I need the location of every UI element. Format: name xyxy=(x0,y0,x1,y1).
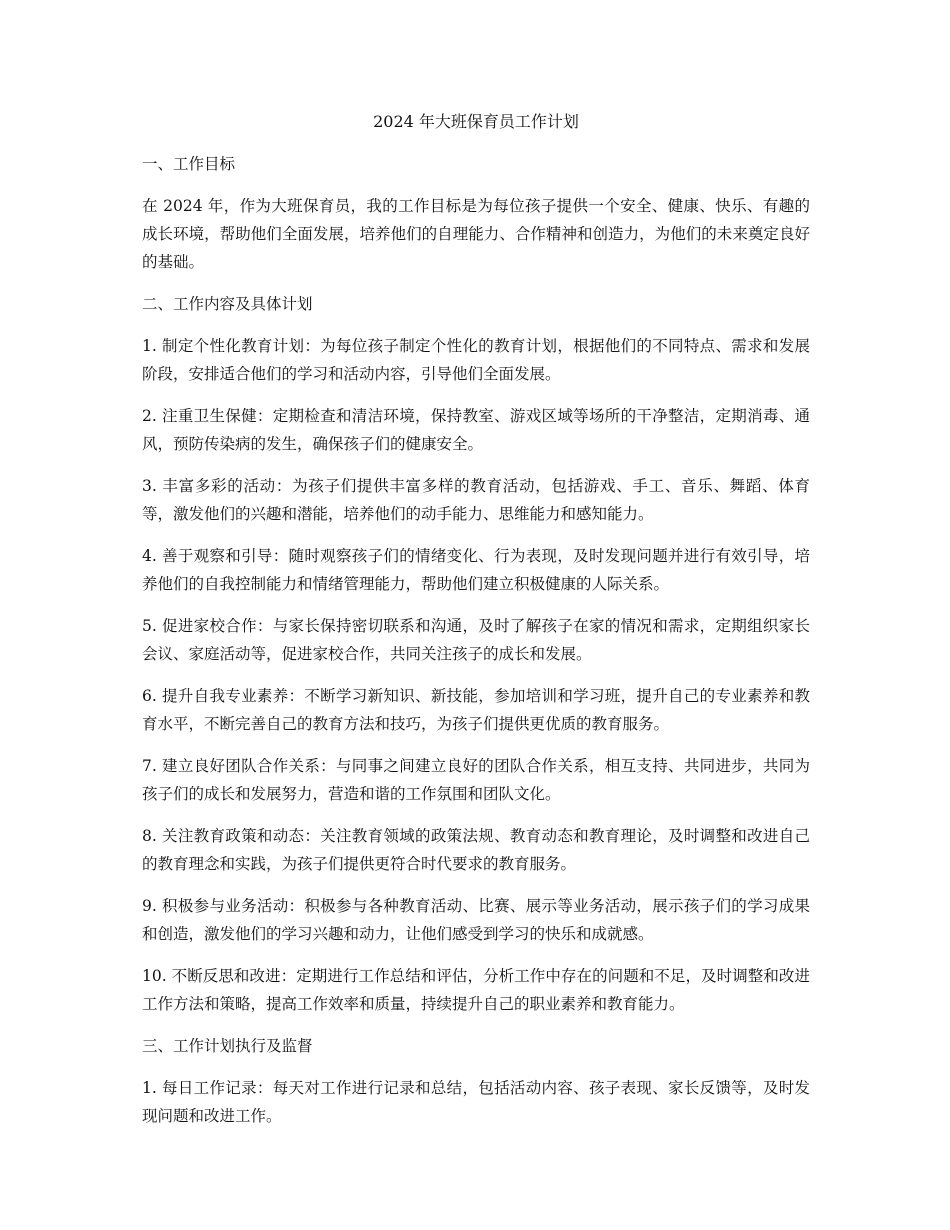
plan-item-2: 2. 注重卫生保健：定期检查和清洁环境，保持教室、游戏区域等场所的干净整洁，定期消毒、通风，预防传染病的发生，确保孩子们的健康安全。 xyxy=(142,407,810,453)
plan-item-9: 9. 积极参与业务活动：积极参与各种教育活动、比赛、展示等业务活动，展示孩子们的学习成果和创造，激发他们的学习兴趣和动力，让他们感受到学习的快乐和成就感。 xyxy=(142,897,810,943)
section-heading-content-plan: 二、工作内容及具体计划 xyxy=(142,295,313,313)
document-body xyxy=(142,108,810,1144)
plan-item-8: 8. 关注教育政策和动态：关注教育领域的政策法规、教育动态和教育理论，及时调整和改进自己的教育理念和实践，为孩子们提供更符合时代要求的教育服务。 xyxy=(142,827,810,873)
document-title: 2024 年大班保育员工作计划 xyxy=(373,112,579,131)
plan-item-3: 3. 丰富多彩的活动：为孩子们提供丰富多样的教育活动，包括游戏、手工、音乐、舞蹈、体育等，激发他们的兴趣和潜能，培养他们的动手能力、思维能力和感知能力。 xyxy=(142,477,810,523)
goals-paragraph: 在 2024 年，作为大班保育员，我的工作目标是为每位孩子提供一个安全、健康、快乐、有趣的成长环境，帮助他们全面发展，培养他们的自理能力、合作精神和创造力，为他们的未来奠定良好的基础。 xyxy=(142,197,810,271)
plan-item-1: 1. 制定个性化教育计划：为每位孩子制定个性化的教育计划，根据他们的不同特点、需求和发展阶段，安排适合他们的学习和活动内容，引导他们全面发展。 xyxy=(142,337,810,383)
section-heading-execution: 三、工作计划执行及监督 xyxy=(142,1037,313,1055)
plan-item-10: 10. 不断反思和改进：定期进行工作总结和评估，分析工作中存在的问题和不足，及时调整和改进工作方法和策略，提高工作效率和质量，持续提升自己的职业素养和教育能力。 xyxy=(142,967,810,1013)
plan-item-5: 5. 促进家校合作：与家长保持密切联系和沟通，及时了解孩子在家的情况和需求，定期组织家长会议、家庭活动等，促进家校合作，共同关注孩子的成长和发展。 xyxy=(142,617,810,663)
plan-item-4: 4. 善于观察和引导：随时观察孩子们的情绪变化、行为表现，及时发现问题并进行有效引导，培养他们的自我控制能力和情绪管理能力，帮助他们建立积极健康的人际关系。 xyxy=(142,547,810,593)
plan-item-6: 6. 提升自我专业素养：不断学习新知识、新技能，参加培训和学习班，提升自己的专业素养和教育水平，不断完善自己的教育方法和技巧，为孩子们提供更优质的教育服务。 xyxy=(142,687,810,733)
execution-item-1: 1. 每日工作记录：每天对工作进行记录和总结，包括活动内容、孩子表现、家长反馈等，及时发现问题和改进工作。 xyxy=(142,1079,810,1125)
plan-item-7: 7. 建立良好团队合作关系：与同事之间建立良好的团队合作关系，相互支持、共同进步，共同为孩子们的成长和发展努力，营造和谐的工作氛围和团队文化。 xyxy=(142,757,810,803)
section-heading-goals: 一、工作目标 xyxy=(142,155,236,173)
